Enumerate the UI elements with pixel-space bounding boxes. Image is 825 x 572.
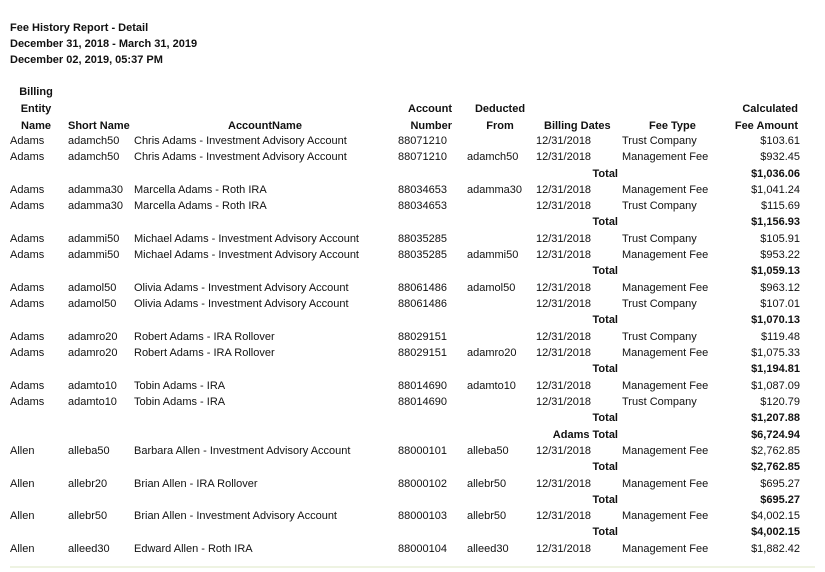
cell-short-name: adamro20 [68,347,118,359]
cell-account-name: Chris Adams - Investment Advisory Account [134,151,347,163]
cell-account-name: Marcella Adams - Roth IRA [134,200,267,212]
cell-fee-type: Trust Company [622,233,697,245]
cell-account-number: 88035285 [398,233,447,245]
cell-billing-date: 12/31/2018 [536,543,592,555]
total-row [0,410,825,426]
cell-account-number: 88029151 [398,331,447,343]
col-header-account-number [400,101,452,135]
cell-short-name: adammi50 [68,233,120,245]
report-title: Fee History Report - Detail [10,22,149,34]
report-period: December 31, 2018 - March 31, 2019 [10,38,198,50]
cell-fee-amount: $1,882.42 [751,543,800,555]
total-amount: $1,156.93 [751,216,800,228]
cell-deducted-from: alleba50 [467,445,509,457]
cell-short-name: adamma30 [68,200,124,212]
cell-billing-entity: Adams [10,135,45,147]
cell-fee-amount: $115.69 [761,200,800,212]
cell-fee-amount: $119.48 [761,331,800,343]
table-row [0,394,825,410]
cell-fee-amount: $103.61 [760,135,800,147]
col-header-billing-line1: Billing [19,86,53,98]
cell-account-name: Michael Adams - Investment Advisory Account [134,249,359,261]
cell-account-number: 88061486 [398,282,447,294]
cell-deducted-from: allebr50 [467,478,507,490]
total-label: Total [592,526,618,538]
cell-account-name: Barbara Allen - Investment Advisory Account [134,445,351,457]
cell-fee-type: Management Fee [622,380,709,392]
cell-short-name: adamol50 [68,282,117,294]
cell-short-name: allebr20 [68,478,108,490]
cell-deducted-from: adamch50 [467,151,519,163]
cell-fee-amount: $1,087.09 [751,380,800,392]
cell-billing-date: 12/31/2018 [536,233,592,245]
cell-billing-date: 12/31/2018 [536,510,592,522]
cell-billing-date: 12/31/2018 [536,331,592,343]
cell-billing-date: 12/31/2018 [536,135,592,147]
cell-billing-date: 12/31/2018 [536,380,592,392]
cell-fee-type: Management Fee [622,543,709,555]
cell-deducted-from: allebr50 [467,510,507,522]
cell-fee-amount: $4,002.15 [751,510,800,522]
cell-account-name: Brian Allen - Investment Advisory Account [134,510,337,522]
col-header-deducted-from [470,101,530,135]
report-generated-timestamp: December 02, 2019, 05:37 PM [10,54,163,66]
col-header-account-line1: Account [408,103,452,115]
cell-deducted-from: adamto10 [467,380,516,392]
cell-fee-amount: $1,075.33 [751,347,800,359]
cell-billing-entity: Adams [10,380,45,392]
col-header-fee-type: Fee Type [649,120,696,132]
cell-account-number: 88014690 [398,380,447,392]
cell-short-name: alleed30 [68,543,110,555]
cell-billing-entity: Allen [10,543,35,555]
cell-account-name: Olivia Adams - Investment Advisory Account [134,298,349,310]
total-row [0,459,825,475]
total-row [0,214,825,230]
cell-fee-type: Trust Company [622,331,697,343]
cell-billing-date: 12/31/2018 [536,445,592,457]
cell-fee-amount: $107.01 [760,298,800,310]
table-row [0,443,825,459]
table-row [0,280,825,296]
table-row [0,378,825,394]
cell-deducted-from: adamol50 [467,282,516,294]
cell-billing-entity: Adams [10,347,45,359]
cell-account-number: 88034653 [398,200,447,212]
cell-deducted-from: adamro20 [467,347,517,359]
cell-short-name: adamto10 [68,396,117,408]
table-row [0,198,825,214]
cell-billing-entity: Adams [10,151,45,163]
cell-short-name: adamto10 [68,380,117,392]
cell-account-name: Brian Allen - IRA Rollover [134,478,258,490]
total-label: Total [592,265,618,277]
total-amount: $1,194.81 [751,363,800,375]
cell-account-name: Chris Adams - Investment Advisory Account [134,135,347,147]
total-label: Adams Total [552,429,618,441]
cell-short-name: adamma30 [68,184,124,196]
total-label: Total [592,461,618,473]
cell-fee-type: Management Fee [622,347,709,359]
total-label: Total [592,216,618,228]
table-row [0,345,825,361]
col-header-deducted-line2: From [486,120,514,132]
cell-fee-type: Management Fee [622,282,709,294]
total-row [0,166,825,182]
cell-account-number: 88000103 [398,510,447,522]
table-row [0,508,825,524]
total-amount: $1,070.13 [751,314,800,326]
cell-short-name: adamol50 [68,298,117,310]
col-header-account-name: AccountName [228,120,302,132]
cell-short-name: adamro20 [68,331,118,343]
cell-fee-type: Trust Company [622,135,697,147]
cell-fee-type: Management Fee [622,151,709,163]
cell-billing-date: 12/31/2018 [536,151,592,163]
cell-short-name: adamch50 [68,135,120,147]
table-row [0,133,825,149]
cell-short-name: adamch50 [68,151,120,163]
cell-short-name: alleba50 [68,445,110,457]
cell-fee-type: Management Fee [622,184,709,196]
table-row [0,296,825,312]
cell-account-number: 88061486 [398,298,447,310]
cell-account-number: 88035285 [398,249,447,261]
total-row [0,361,825,377]
cell-account-name: Olivia Adams - Investment Advisory Account [134,282,349,294]
cell-fee-type: Management Fee [622,510,709,522]
col-header-billing-dates: Billing Dates [544,120,611,132]
cell-billing-entity: Adams [10,396,45,408]
total-amount: $6,724.94 [751,429,800,441]
cell-billing-entity: Allen [10,510,35,522]
total-label: Total [592,363,618,375]
total-amount: $1,036.06 [751,168,800,180]
cell-fee-type: Trust Company [622,200,697,212]
col-header-calculated-fee-amount [722,101,798,135]
total-row [0,312,825,328]
col-header-billing-line3: Name [21,120,51,132]
table-row [0,149,825,165]
cell-billing-entity: Adams [10,282,45,294]
cell-account-name: Edward Allen - Roth IRA [134,543,253,555]
cell-billing-date: 12/31/2018 [536,298,592,310]
cell-account-name: Robert Adams - IRA Rollover [134,331,275,343]
cell-billing-entity: Allen [10,445,35,457]
cell-billing-entity: Adams [10,298,45,310]
table-row [0,541,825,557]
cell-fee-type: Management Fee [622,478,709,490]
cell-short-name: allebr50 [68,510,108,522]
cell-billing-date: 12/31/2018 [536,200,592,212]
cell-fee-amount: $963.12 [760,282,800,294]
total-row [0,492,825,508]
col-header-account-line2: Number [410,120,452,132]
cell-account-name: Michael Adams - Investment Advisory Account [134,233,359,245]
cell-short-name: adammi50 [68,249,120,261]
cell-account-name: Tobin Adams - IRA [134,380,226,392]
cell-fee-type: Management Fee [622,445,709,457]
cell-account-number: 88071210 [398,151,447,163]
cell-deducted-from: adammi50 [467,249,519,261]
cell-billing-entity: Allen [10,478,35,490]
cell-billing-entity: Adams [10,184,45,196]
cell-billing-date: 12/31/2018 [536,184,592,196]
cell-account-number: 88000102 [398,478,447,490]
cell-account-number: 88014690 [398,396,447,408]
total-row [0,524,825,540]
cell-account-name: Tobin Adams - IRA [134,396,226,408]
cell-account-number: 88000101 [398,445,447,457]
col-header-deducted-line1: Deducted [474,103,526,115]
cell-fee-amount: $932.45 [760,151,800,163]
total-amount: $1,207.88 [751,412,800,424]
total-amount: $695.27 [760,494,800,506]
cell-billing-entity: Adams [10,249,45,261]
total-row [0,263,825,279]
cell-deducted-from: alleed30 [467,543,509,555]
cell-fee-amount: $105.91 [760,233,800,245]
cell-billing-entity: Adams [10,233,45,245]
cell-billing-date: 12/31/2018 [536,282,592,294]
cell-fee-amount: $695.27 [760,478,800,490]
table-row [0,231,825,247]
total-amount: $1,059.13 [751,265,800,277]
cell-fee-amount: $120.79 [760,396,800,408]
report-header [10,20,197,68]
cell-deducted-from: adamma30 [467,184,523,196]
cell-fee-amount: $953.22 [760,249,800,261]
cell-account-number: 88034653 [398,184,447,196]
cell-account-number: 88029151 [398,347,447,359]
cell-billing-entity: Adams [10,331,45,343]
cell-billing-date: 12/31/2018 [536,396,592,408]
cell-billing-date: 12/31/2018 [536,478,592,490]
total-label: Total [592,314,618,326]
cell-account-number: 88000104 [398,543,447,555]
cell-fee-type: Management Fee [622,249,709,261]
cell-billing-date: 12/31/2018 [536,347,592,359]
total-label: Total [592,494,618,506]
table-row [0,476,825,492]
col-header-short-name: Short Name [68,120,130,132]
total-amount: $2,762.85 [751,461,800,473]
col-header-billing-entity-name [14,84,58,135]
total-row [0,427,825,443]
cell-account-name: Robert Adams - IRA Rollover [134,347,275,359]
table-row [0,182,825,198]
cell-fee-amount: $1,041.24 [751,184,800,196]
table-row [0,247,825,263]
col-header-calc-line2: Fee Amount [734,120,798,132]
total-label: Total [592,412,618,424]
cell-fee-type: Trust Company [622,396,697,408]
cell-billing-entity: Adams [10,200,45,212]
cell-fee-type: Trust Company [622,298,697,310]
cell-account-name: Marcella Adams - Roth IRA [134,184,267,196]
col-header-billing-line2: Entity [20,103,52,115]
total-label: Total [592,168,618,180]
table-row [0,329,825,345]
col-header-calc-line1: Calculated [742,103,798,115]
cell-account-number: 88071210 [398,135,447,147]
cell-fee-amount: $2,762.85 [751,445,800,457]
cell-billing-date: 12/31/2018 [536,249,592,261]
total-amount: $4,002.15 [751,526,800,538]
page-bottom-divider [10,566,815,568]
